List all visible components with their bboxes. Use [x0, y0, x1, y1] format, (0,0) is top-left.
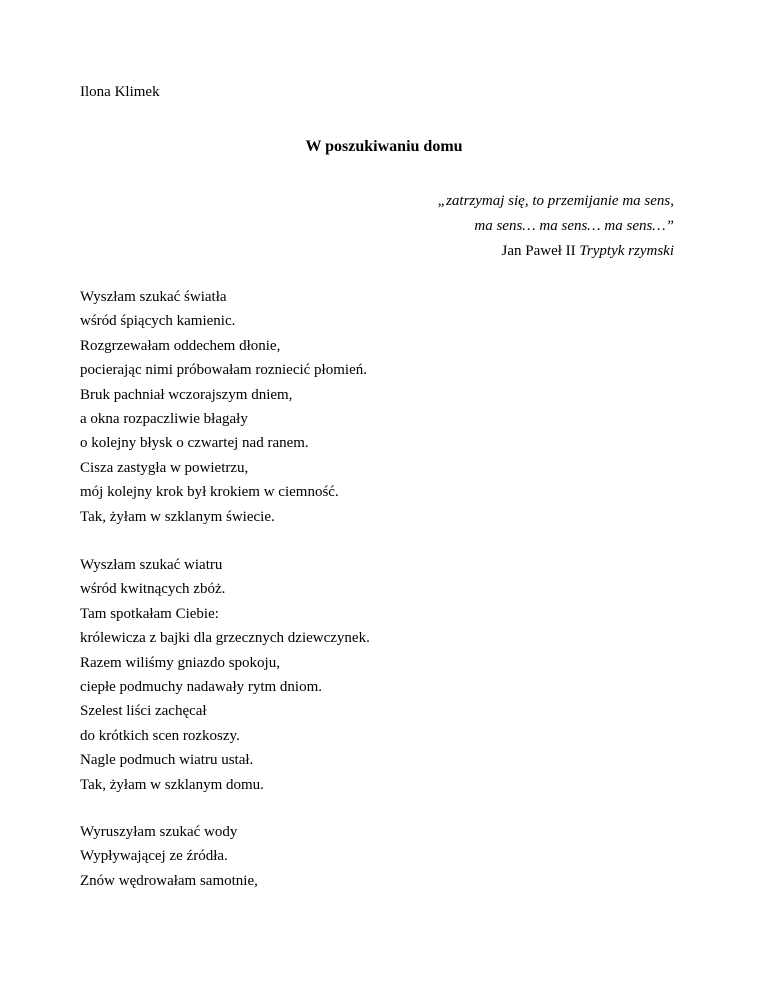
poem-line: wśród kwitnących zbóż. [80, 581, 226, 598]
poem-line: ciepłe podmuchy nadawały rytm dniom. [80, 679, 323, 696]
poem-line: Razem wiliśmy gniazdo spokoju, [80, 654, 280, 671]
poem-line: królewicza z bajki dla grzecznych dziewczynek. [80, 630, 370, 647]
epigraph-line-2: ma sens… ma sens… ma sens…” [474, 218, 674, 234]
epigraph-source [438, 239, 674, 264]
stanza-3 [80, 820, 258, 893]
poem-line: Znów wędrowałam samotnie, [80, 872, 258, 889]
poem-line: Tak, żyłam w szklanym świecie. [80, 508, 275, 525]
poem-line: pocierając nimi próbowałam rozniеcić płomień. [80, 362, 367, 379]
poem-title: W poszukiwaniu domu [305, 138, 463, 155]
poem-line: Tam spotkałam Ciebie: [80, 605, 219, 622]
poem-line: Rozgrzewałam oddechem dłonie, [80, 337, 281, 354]
poem-line: do krótkich scen rozkoszy. [80, 727, 240, 744]
poem-line: a okna rozpaczliwie błagały [80, 411, 248, 428]
poem-line: Szelest liści zachęcał [80, 703, 207, 720]
epigraph [438, 189, 674, 264]
poem-line: o kolejny błysk o czwartej nad ranem. [80, 435, 309, 452]
poem-line: wśród śpiących kamienic. [80, 313, 236, 330]
epigraph-source-author: Jan Paweł II [501, 243, 576, 259]
epigraph-line-1: „zatrzymaj się, to przemijanie ma sens, [437, 193, 674, 209]
poem-line: Wypływającej ze źródła. [80, 848, 228, 865]
poem-line: Wyszłam szukać światła [80, 289, 227, 305]
stanza-2 [80, 553, 370, 797]
poem-line: Bruk pachniał wczorajszym dniem, [80, 386, 293, 403]
poem-line: Nagle podmuch wiatru ustał. [80, 752, 254, 769]
poem-line: Wyruszyłam szukać wody [80, 824, 238, 840]
poem-line: Cisza zastygła w powietrzu, [80, 459, 249, 476]
poem-line: Tak, żyłam w szklanym domu. [80, 776, 264, 793]
author-name: Ilona Klimek [80, 84, 160, 100]
poem-line: mój kolejny krok był krokiem w ciemność. [80, 484, 339, 501]
stanza-1 [80, 285, 367, 529]
epigraph-source-work: Tryptyk rzymski [579, 243, 674, 259]
poem-line: Wyszłam szukać wiatru [80, 557, 223, 573]
